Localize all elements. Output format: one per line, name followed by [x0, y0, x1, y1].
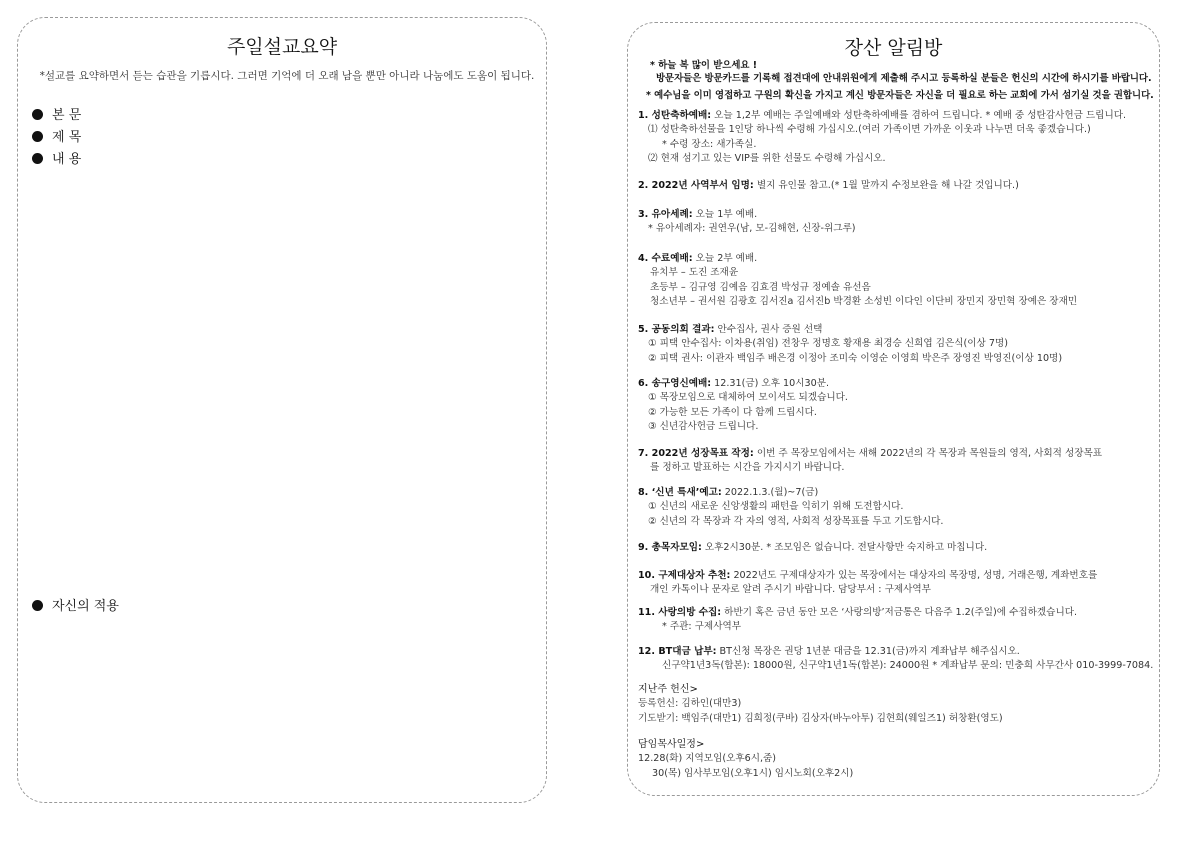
- bullet-scripture: 본 문: [32, 104, 81, 123]
- announcement-8: 8. ‘신년 특새’예고: 2022.1.3.(월)~7(금) ① 신년의 새로운 신앙생활의 패턴을 익히기 위해 도전합시다. ② 신년의 각 목장과 각 자의 영적, 사회적 성장목표를 두고 기도합시다.: [638, 487, 944, 527]
- sermon-summary-panel: [17, 17, 547, 803]
- announcement-3: 3. 유아세례: 오늘 1부 예배. * 유아세례자: 권연우(남, 모-김해현, 신장-위그루): [638, 209, 856, 235]
- announcement-12: 12. BT대금 납부: BT신청 목장은 권당 1년분 대금을 12.31(금)까지 계좌납부 해주십시오. 신구약1년3독(합본): 18000원, 신구약1년1독(합본): 24000원 * 계좌납부 문의: 민충희 사무간사 010-3999-7084.: [638, 646, 1154, 672]
- bullet-dot-icon: [32, 600, 43, 611]
- announcement-1: 1. 성탄축하예배: 오늘 1,2부 예배는 주일예배와 성탄축하예배를 겸하여 드립니다. * 예배 중 성탄감사헌금 드립니다. ⑴ 성탄축하선물을 1인당 하나씩 수령해 가십시오.(여러 가족이면 가까운 이웃과 나누면 더욱 좋겠습니다.) * 수령 장소: 새가족실. ⑵ 현재 섬기고 있는 VIP를 위한 선물도 수령해 가십시오.: [638, 110, 1127, 165]
- announcement-7: 7. 2022년 성장목표 작정: 이번 주 목장모임에서는 새해 2022년의 각 목장과 목원들의 영적, 사회적 성장목표 를 정하고 발표하는 시간을 가지시기 바랍니다.: [638, 448, 1103, 474]
- announcements-title: 장산 알림방: [844, 37, 943, 59]
- sermon-summary-title: 주일설교요약: [226, 36, 338, 58]
- announcement-11: 11. 사랑의방 수집: 하반기 혹은 금년 동안 모은 ‘사랑의방’저금통은 다음주 1.2(주일)에 수집하겠습니다. * 주관: 구제사역부: [638, 607, 1078, 633]
- notice-visitors: 방문자들은 방문카드를 기록해 접견대에 안내위원에게 제출해 주시고 등록하실 분들은 헌신의 시간에 하시기를 바랍니다.: [656, 73, 1152, 84]
- announcement-10: 10. 구제대상자 추천: 2022년도 구제대상자가 있는 목장에서는 대상자의 목장명, 성명, 거래은행, 계좌번호를 개인 카톡이나 문자로 알려 주시기 바랍니다. 담당부서 : 구제사역부: [638, 570, 1098, 596]
- announcement-6: 6. 송구영신예배: 12.31(금) 오후 10시30분. ① 목장모임으로 대체하여 모이셔도 되겠습니다. ② 가능한 모든 가족이 다 함께 드립시다. ③ 신년감사헌금 드립니다.: [638, 378, 848, 433]
- offering-section: 지난주 헌신> 등록헌신: 김하인(대만3) 기도받기: 백임주(대만1) 김희정(쿠바) 김상자(바누아투) 김현희(웨일즈1) 허창환(영도): [638, 684, 1003, 724]
- bullet-application: 자신의 적용: [32, 595, 119, 614]
- bullet-dot-icon: [32, 131, 43, 142]
- notice-believers: * 예수님을 이미 영접하고 구원의 확신을 가지고 계신 방문자들은 자신을 더 필요로 하는 교회에 가서 섬기실 것을 권합니다.: [646, 90, 1154, 101]
- bullet-dot-icon: [32, 153, 43, 164]
- announcement-2: 2. 2022년 사역부서 임명: 별지 유인물 참고.(* 1월 말까지 수정보완을 해 나갈 것입니다.): [638, 180, 1019, 191]
- announcement-9: 9. 총목자모임: 오후2시30분. * 조모임은 없습니다. 전달사항만 숙지하고 마칩니다.: [638, 542, 988, 553]
- notice-greeting: * 하늘 복 많이 받으세요 !: [650, 60, 758, 71]
- bullet-title: 제 목: [32, 126, 81, 145]
- pastor-schedule-section: 담임목사일정> 12.28(화) 지역모임(오후6시,줌) 30(목) 임사부모임(오후1시) 임시노회(오후2시): [638, 739, 854, 779]
- announcement-4: 4. 수료예배: 오늘 2부 예배. 유치부 – 도진 조재윤 초등부 – 김규영 김예음 김효겸 박성규 정예솔 유선음 청소년부 – 권서원 김광호 김서진a 김서진b 박경환 소성빈 이다인 이단비 장민지 장민혁 장예은 장재민: [638, 253, 1078, 308]
- announcement-5: 5. 공동의회 결과: 안수집사, 권사 증원 선택 ① 피택 안수집사: 이차용(취임) 전창우 정명호 황재용 최경승 신희엽 김은식(이상 7명) ② 피택 권사: 이관자 백임주 배은경 이정아 조미숙 이영순 이영희 박은주 장영진 박영진(이상 10명): [638, 324, 1063, 364]
- sermon-summary-subtitle: *설교를 요약하면서 듣는 습관을 기릅시다. 그러면 기억에 더 오래 남을 뿐만 아니라 나눔에도 도움이 됩니다.: [39, 70, 535, 82]
- bullet-dot-icon: [32, 109, 43, 120]
- bullet-content: 내 용: [32, 148, 81, 167]
- announcements-panel: [627, 22, 1160, 796]
